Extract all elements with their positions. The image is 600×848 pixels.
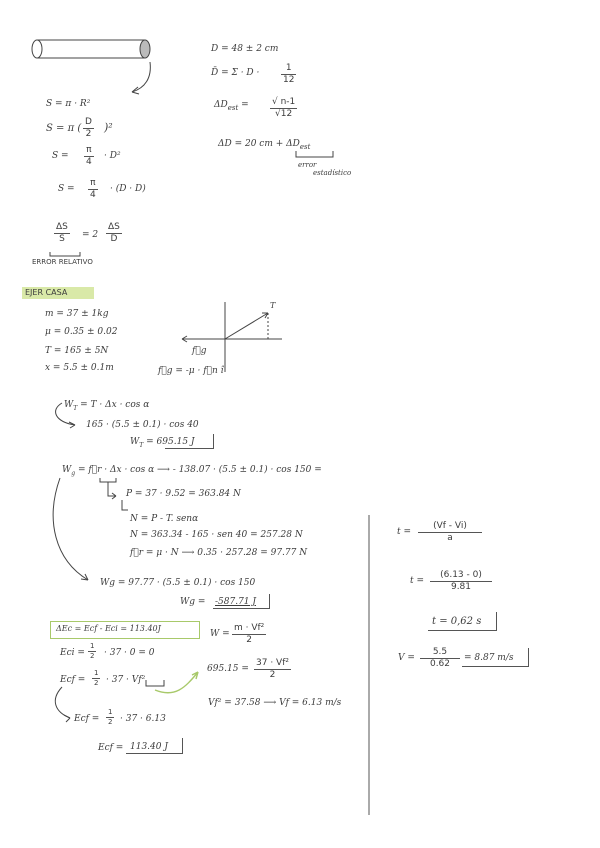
d-mean-fraction: $\frac{1}{12}$ <box>283 63 295 86</box>
wg-result-prefix: Wg = <box>180 597 206 607</box>
ecf-1-prefix: Ecf = <box>60 675 86 685</box>
wt-formula: $W_T = T \cdot \Delta x \cdot \cos \alpha$ <box>64 400 150 412</box>
wg-formula: $W_g$ = f⃗r · Δx · cos α ⟶ - 138.07 · (5.5 ± 0.1) · cos 150 = <box>62 465 322 477</box>
area-formula-4-suffix: · (D · D) <box>110 184 146 194</box>
ecf-2-rest: · 37 · 6.13 <box>120 714 166 724</box>
wt-result: $W_T = 695.15$ J <box>130 437 195 449</box>
time-formula-prefix: t = <box>397 527 412 537</box>
force-axes-diagram <box>182 302 282 372</box>
vf-green-arrow-icon <box>155 672 198 693</box>
fg-equation: f⃗g = -μ · f⃗n î <box>158 366 224 376</box>
normal-calc: N = 363.34 - 165 · sen 40 = 257.28 N <box>130 530 303 540</box>
area-formula-2-prefix: S = π ( <box>46 123 82 134</box>
weight-calc: P = 37 · 9.52 = 363.84 N <box>126 489 241 499</box>
normal-formula: N = P - T. senα <box>130 514 199 524</box>
area-formula-2-fraction: $\frac{D}{2}$ <box>85 117 92 140</box>
relative-error-label: ERROR RELATIVO <box>32 258 93 266</box>
ecf-arrow-icon <box>55 687 70 718</box>
estadistico-label: estadístico <box>313 169 352 177</box>
wg-result-value: -587.71 J <box>215 597 257 607</box>
cylinder-sketch <box>32 40 150 58</box>
time-result: t = 0,62 s <box>432 616 482 627</box>
ecf-1-fraction: $\frac{1}{2}$ <box>94 669 99 687</box>
velocity-prefix: V = <box>398 653 415 663</box>
section-title: EJER CASA <box>25 288 68 297</box>
wg-substitution: Wg = 97.77 · (5.5 ± 0.1) · cos 150 <box>100 578 256 588</box>
time-sub-prefix: t = <box>410 576 425 586</box>
area-formula-1: S = π · R² <box>46 99 91 109</box>
eci-rest: · 37 · 0 = 0 <box>104 648 155 658</box>
eci-prefix: Eci = <box>60 648 85 658</box>
given-x: x = 5.5 ± 0.1m <box>45 363 114 373</box>
ecf-1-rest: · 37 · Vf² <box>106 675 146 685</box>
error-label: error <box>298 161 317 169</box>
d-total: ΔD = 20 cm + $\Delta D_{est}$ <box>218 139 311 151</box>
velocity-result: = 8.87 m/s <box>464 653 514 663</box>
relative-error-mid: = 2 <box>82 230 99 240</box>
work-energy-prefix: W = <box>210 629 230 639</box>
cylinder-arrow-icon <box>132 62 150 92</box>
area-formula-3-fraction: $\frac{\pi}{4}$ <box>86 145 92 168</box>
d-est-fraction: $\frac{√ n-1}{√12}$ <box>272 97 296 120</box>
eci-fraction: $\frac{1}{2}$ <box>90 642 95 660</box>
error-bracket-icon <box>50 252 80 256</box>
work-energy-2-fraction: $\frac{\text{37 · Vf²}}{2}$ <box>256 658 289 681</box>
work-energy-2-prefix: 695.15 = <box>207 664 249 674</box>
relative-error-fraction-1: $\frac{\Delta S}{S}$ <box>56 222 68 245</box>
vf-result: Vf² = 37.58 ⟶ Vf = 6.13 m/s <box>208 698 342 708</box>
d-mean-prefix: D̄ = Σ · D · <box>211 68 260 78</box>
work-energy-fraction: $\frac{\text{m · Vf²}}{2}$ <box>234 623 265 646</box>
time-formula-fraction: $\frac{(Vf - Vi)}{a}$ <box>418 521 482 545</box>
velocity-fraction: $\frac{5.5}{0.62}$ <box>420 647 460 671</box>
error-est-bracket-icon <box>296 151 333 157</box>
area-formula-4-prefix: S = <box>58 184 75 194</box>
ecf-2-fraction: $\frac{1}{2}$ <box>108 708 113 726</box>
area-formula-3-prefix: S = <box>52 151 69 161</box>
delta-ec: ΔEc = Ecf - Eci = 113.40J <box>56 624 161 633</box>
area-formula-2-suffix: )² <box>104 121 113 134</box>
ecf-2-prefix: Ecf = <box>74 714 100 724</box>
time-sub-fraction: $\frac{(6.13 - 0)}{9.81}$ <box>430 570 492 594</box>
ecf-3-prefix: Ecf = <box>98 743 124 753</box>
given-mass: m = 37 ± 1kg <box>45 309 109 319</box>
relative-error-fraction-2: $\frac{\Delta S}{D}$ <box>108 222 120 245</box>
given-mu: μ = 0.35 ± 0.02 <box>45 327 118 337</box>
ecf-result-value: 113.40 J <box>130 742 168 752</box>
axes-t-label: T <box>270 301 276 310</box>
wg-arrow-icon <box>53 478 88 580</box>
area-formula-3-suffix: · D² <box>104 151 121 161</box>
friction-calc: f⃗r = μ · N ⟶ 0.35 · 257.28 = 97.77 N <box>130 548 308 558</box>
fr-bracket-icon <box>100 478 116 496</box>
axes-fg-label: f⃗g <box>192 346 207 356</box>
wt-substitution: 165 · (5.5 ± 0.1) · cos 40 <box>86 420 199 430</box>
d-value: D = 48 ± 2 cm <box>211 44 279 54</box>
area-formula-4-fraction: $\frac{\pi}{4}$ <box>90 178 96 201</box>
given-tension: T = 165 ± 5N <box>45 346 109 356</box>
d-est-label: $\Delta D_{est}$ = <box>214 100 249 112</box>
